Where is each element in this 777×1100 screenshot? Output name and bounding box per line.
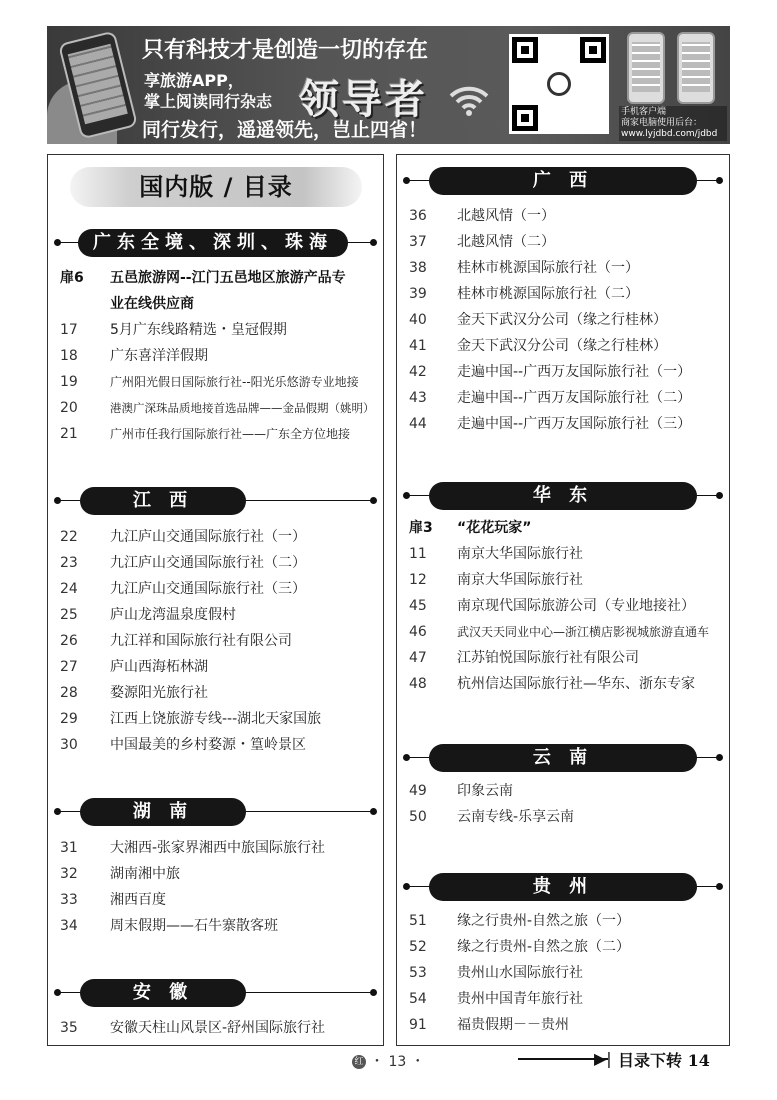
toc-entry[interactable] — [48, 343, 383, 369]
entry-title: 金天下武汉分公司（缘之行桂林） — [457, 312, 667, 328]
entry-title: 武汉天天同业中心—浙江横店影视城旅游直通车 — [457, 625, 710, 639]
bullet-dot-icon — [716, 492, 723, 499]
client-line: 商家电脑使用后台： — [621, 118, 703, 128]
toc-entry[interactable] — [48, 861, 383, 887]
entry-page-number: 52 — [409, 939, 427, 955]
advertisement-banner — [47, 26, 730, 144]
banner-slogan: 只有科技才是创造一切的存在 — [142, 38, 429, 63]
bullet-dot-icon — [370, 497, 377, 504]
banner-tagline: 同行发行，遥遥领先，岂止四省！ — [142, 119, 428, 141]
entry-page-number: 11 — [409, 546, 427, 562]
bullet-dot-icon — [54, 989, 61, 996]
toc-entry[interactable] — [48, 835, 383, 861]
section-header — [397, 482, 729, 510]
entry-page-number: 18 — [60, 348, 78, 364]
entry-page-number: 37 — [409, 234, 427, 250]
toc-entry[interactable] — [397, 385, 729, 411]
entry-page-number: 25 — [60, 607, 78, 623]
entry-page-number: 46 — [409, 624, 427, 640]
toc-entry[interactable] — [397, 960, 729, 986]
qr-code — [509, 34, 609, 134]
entry-page-number: 20 — [60, 400, 78, 416]
entry-page-number: 22 — [60, 529, 78, 545]
entry-title: 走遍中国--广西万友国际旅行社（一） — [457, 364, 692, 380]
entry-title: 南京现代国际旅游公司（专业地接社） — [457, 598, 695, 614]
arrow-right-icon: ▶| — [594, 1049, 612, 1068]
toc-entry[interactable] — [48, 732, 383, 758]
entry-page-number: 38 — [409, 260, 427, 276]
entry-page-number: 49 — [409, 783, 427, 799]
entry-title: 广州阳光假日国际旅行社--阳光乐悠游专业地接 — [110, 375, 359, 389]
entry-title: 九江庐山交通国际旅行社（二） — [110, 555, 306, 571]
entry-title: 九江庐山交通国际旅行社（三） — [110, 581, 306, 597]
entry-title: 桂林市桃源国际旅行社（一） — [457, 260, 639, 276]
continued-notice: 目录下转 14 — [618, 1051, 710, 1070]
entry-title: 南京大华国际旅行社 — [457, 546, 583, 562]
section-header — [48, 229, 383, 257]
toc-entry[interactable] — [48, 680, 383, 706]
toc-entry[interactable] — [48, 369, 383, 395]
entry-page-number: 43 — [409, 390, 427, 406]
entry-page-number: 50 — [409, 809, 427, 825]
entry-page-number: 扉6 — [60, 270, 84, 286]
bullet-dot-icon — [716, 177, 723, 184]
entry-title: 走遍中国--广西万友国际旅行社（二） — [457, 390, 692, 406]
entry-page-number: 29 — [60, 711, 78, 727]
section-header — [48, 798, 383, 826]
entry-title: 5月广东线路精选・皇冠假期 — [110, 322, 287, 338]
section-header — [397, 873, 729, 901]
entry-title: 福贵假期－－贵州 — [457, 1017, 569, 1033]
entry-title: 江苏铂悦国际旅行社有限公司 — [457, 650, 639, 666]
bullet-dot-icon — [403, 492, 410, 499]
page-badge-icon: 红 — [352, 1055, 366, 1069]
entry-page-number: 32 — [60, 866, 78, 882]
banner-app-line: 享旅游APP， — [144, 71, 244, 90]
entry-page-number: 30 — [60, 737, 78, 753]
entry-page-number: 35 — [60, 1020, 78, 1036]
entry-page-number: 44 — [409, 416, 427, 432]
entry-title: 印象云南 — [457, 783, 513, 799]
toc-entry[interactable] — [397, 1012, 729, 1038]
bullet-dot-icon — [403, 883, 410, 890]
entry-page-number: 12 — [409, 572, 427, 588]
entry-page-number: 39 — [409, 286, 427, 302]
toc-entry[interactable] — [397, 281, 729, 307]
toc-entry[interactable] — [48, 265, 383, 291]
entry-title: 九江祥和国际旅行社有限公司 — [110, 633, 292, 649]
entry-title: 九江庐山交通国际旅行社（一） — [110, 529, 306, 545]
entry-page-number: 41 — [409, 338, 427, 354]
bullet-dot-icon — [403, 754, 410, 761]
bullet-dot-icon — [54, 239, 61, 246]
toc-entry[interactable] — [397, 359, 729, 385]
section-header — [397, 167, 729, 195]
entry-title: 云南专线-乐享云南 — [457, 809, 575, 825]
bullet-dot-icon — [54, 808, 61, 815]
toc-entry[interactable] — [397, 567, 729, 593]
entry-title: 庐山龙湾温泉度假村 — [110, 607, 236, 623]
entry-page-number: 27 — [60, 659, 78, 675]
entry-title: 港澳广深珠品质地接首选品牌——金品假期（姚明） — [110, 401, 375, 415]
app-screenshot — [677, 32, 715, 104]
entry-page-number: 51 — [409, 913, 427, 929]
bullet-dot-icon — [370, 239, 377, 246]
toc-entry[interactable] — [397, 307, 729, 333]
entry-title: 缘之行贵州-自然之旅（二） — [457, 939, 631, 955]
toc-entry[interactable] — [48, 913, 383, 939]
section-title: 贵 州 — [429, 873, 697, 901]
toc-entry[interactable] — [48, 317, 383, 343]
entry-title: 贵州山水国际旅行社 — [457, 965, 583, 981]
section-header — [397, 744, 729, 772]
entry-page-number: 53 — [409, 965, 427, 981]
entry-page-number: 36 — [409, 208, 427, 224]
entry-title: 贵州中国青年旅行社 — [457, 991, 583, 1007]
toc-entry[interactable] — [48, 706, 383, 732]
toc-entry[interactable] — [48, 395, 383, 421]
toc-entry[interactable] — [397, 333, 729, 359]
bullet-dot-icon — [54, 497, 61, 504]
section-title: 湖 南 — [80, 798, 246, 826]
page-number — [352, 1051, 425, 1071]
toc-entry[interactable] — [48, 1015, 383, 1041]
section-title: 广 西 — [429, 167, 697, 195]
toc-entry[interactable] — [48, 421, 383, 447]
bullet-dot-icon — [403, 177, 410, 184]
section-title: 安 徽 — [80, 979, 246, 1007]
section-title: 云 南 — [429, 744, 697, 772]
entry-page-number: 40 — [409, 312, 427, 328]
entry-title: 走遍中国--广西万友国际旅行社（三） — [457, 416, 692, 432]
toc-entry[interactable] — [48, 602, 383, 628]
toc-entry[interactable] — [48, 628, 383, 654]
toc-entry[interactable] — [48, 576, 383, 602]
entry-page-number: 34 — [60, 918, 78, 934]
toc-entry[interactable] — [397, 645, 729, 671]
entry-page-number: 23 — [60, 555, 78, 571]
entry-page-number: 91 — [409, 1017, 427, 1033]
entry-title: 婺源阳光旅行社 — [110, 685, 208, 701]
entry-page-number: 33 — [60, 892, 78, 908]
section-title: 广东全境、深圳、珠海 — [78, 229, 348, 257]
toc-entry[interactable] — [397, 411, 729, 437]
entry-page-number: 54 — [409, 991, 427, 1007]
entry-title: 安徽天柱山风景区-舒州国际旅行社 — [110, 1020, 326, 1036]
section-title: 江 西 — [80, 487, 246, 515]
section-header — [48, 487, 383, 515]
page-number-text: ・ 13 ・ — [370, 1054, 425, 1070]
entry-title: 北越风情（一） — [457, 208, 555, 224]
entry-title: 杭州信达国际旅行社—华东、浙东专家 — [457, 676, 695, 692]
entry-title: 广东喜洋洋假期 — [110, 348, 208, 364]
bullet-dot-icon — [716, 754, 723, 761]
entry-title: 广州市任我行国际旅行社——广东全方位地接 — [110, 427, 351, 441]
client-line: 手机客户端 — [621, 107, 667, 117]
bullet-dot-icon — [370, 808, 377, 815]
toc-entry[interactable] — [397, 203, 729, 229]
entry-page-number: 19 — [60, 374, 78, 390]
banner-read-line: 掌上阅读同行杂志 — [144, 92, 273, 111]
entry-title: 湖南湘中旅 — [110, 866, 180, 882]
section-title: 华 东 — [429, 482, 697, 510]
bullet-dot-icon — [370, 989, 377, 996]
entry-page-number: 42 — [409, 364, 427, 380]
entry-title: 业在线供应商 — [110, 296, 194, 312]
entry-page-number: 45 — [409, 598, 427, 614]
entry-title: 大湘西-张家界湘西中旅国际旅行社 — [110, 840, 326, 856]
entry-page-number: 47 — [409, 650, 427, 666]
entry-title: 江西上饶旅游专线---湖北天家国旅 — [110, 711, 322, 727]
client-info — [619, 106, 727, 141]
toc-entry[interactable] — [48, 291, 383, 317]
section-header — [48, 979, 383, 1007]
entry-title: 北越风情（二） — [457, 234, 555, 250]
toc-entry[interactable] — [397, 593, 729, 619]
entry-title: 湘西百度 — [110, 892, 166, 908]
wifi-icon — [447, 74, 491, 118]
entry-title: 南京大华国际旅行社 — [457, 572, 583, 588]
toc-entry[interactable] — [48, 550, 383, 576]
entry-page-number: 28 — [60, 685, 78, 701]
toc-entry[interactable] — [397, 229, 729, 255]
toc-entry[interactable] — [397, 908, 729, 934]
toc-entry[interactable] — [397, 619, 729, 645]
toc-entry[interactable] — [397, 804, 729, 830]
entry-title: “花花玩家” — [457, 520, 532, 536]
toc-entry[interactable] — [48, 524, 383, 550]
toc-entry[interactable] — [397, 778, 729, 804]
entry-title: 金天下武汉分公司（缘之行桂林） — [457, 338, 667, 354]
toc-entry[interactable] — [397, 515, 729, 541]
entry-title: 五邑旅游网--江门五邑地区旅游产品专 — [110, 270, 346, 286]
client-url: www.lyjdbd.com/jdbd — [621, 129, 718, 139]
toc-entry[interactable] — [397, 671, 729, 697]
entry-title: 桂林市桃源国际旅行社（二） — [457, 286, 639, 302]
entry-page-number: 17 — [60, 322, 78, 338]
banner-leader: 领导者 — [299, 77, 428, 123]
entry-page-number: 21 — [60, 426, 78, 442]
entry-title: 庐山西海柘林湖 — [110, 659, 208, 675]
toc-title: 国内版 / 目录 — [70, 167, 362, 207]
toc-entry[interactable] — [48, 887, 383, 913]
entry-title: 中国最美的乡村婺源・篁岭景区 — [110, 737, 306, 753]
toc-entry[interactable] — [397, 986, 729, 1012]
entry-page-number: 24 — [60, 581, 78, 597]
entry-title: 缘之行贵州-自然之旅（一） — [457, 913, 631, 929]
entry-page-number: 26 — [60, 633, 78, 649]
entry-page-number: 扉3 — [409, 520, 433, 536]
toc-entry[interactable] — [397, 255, 729, 281]
app-screenshot — [627, 32, 665, 104]
toc-entry[interactable] — [397, 541, 729, 567]
toc-entry[interactable] — [397, 934, 729, 960]
entry-page-number: 48 — [409, 676, 427, 692]
entry-page-number: 31 — [60, 840, 78, 856]
toc-left-column — [47, 154, 384, 1046]
toc-right-column — [396, 154, 730, 1046]
entry-title: 周末假期——石牛寨散客班 — [110, 918, 278, 934]
toc-entry[interactable] — [48, 654, 383, 680]
bullet-dot-icon — [716, 883, 723, 890]
